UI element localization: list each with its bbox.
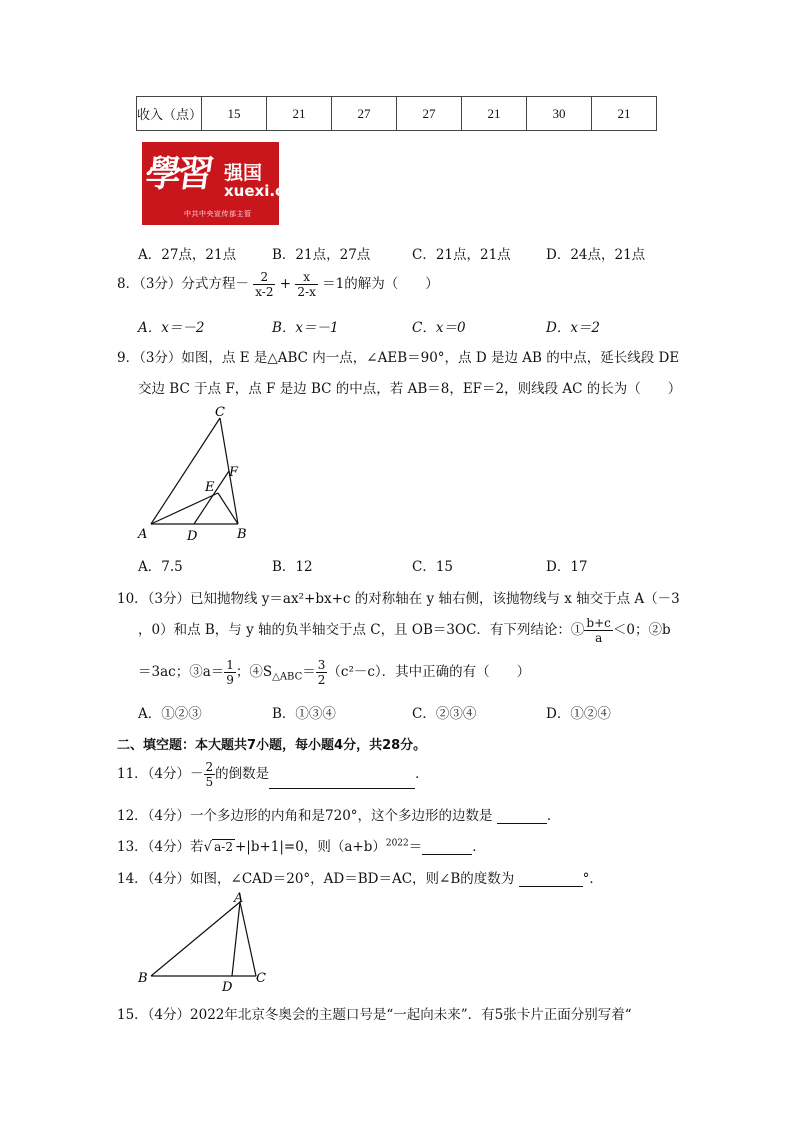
q12-line: 12．（4分）一个多边形的内角和是720°，这个多边形的边数是 ．: [117, 808, 561, 824]
q10-option-c: C．②③④: [412, 706, 477, 722]
xuexi-logo: [142, 142, 295, 225]
table-cell: 21: [592, 97, 657, 131]
section-2-heading: 二、填空题：本大题共7小题，每小题4分，共28分。: [117, 738, 427, 753]
q8-prefix: 8．（3分）分式方程－: [117, 276, 249, 292]
logo-glyphs: 學習: [142, 153, 213, 195]
q7-option-a: A．27点，21点: [138, 247, 237, 263]
q8-fraction-1: $\frac{2}{x-2}$: [255, 270, 274, 299]
q10-fraction-3: $\frac{3}{2}$: [317, 658, 326, 687]
q9-option-d: D．17: [546, 559, 588, 575]
label-b: B: [237, 527, 247, 542]
q7-option-d: D．24点，21点: [546, 247, 646, 263]
q7-option-c: C．21点，21点: [412, 247, 511, 263]
label-a: A: [234, 891, 244, 906]
q10-line-1: 10．（3分）已知抛物线 y＝ax²+bx+c 的对称轴在 y 轴右侧，该抛物线与 x 轴交于点 A（－3: [117, 591, 680, 607]
q12-answer-blank[interactable]: [497, 809, 547, 824]
table-header-cell: 收入（点）: [137, 97, 202, 131]
q10-option-a: A．①②③: [138, 706, 202, 722]
sqrt-symbol: √: [203, 839, 213, 855]
q9-option-b: B．12: [272, 559, 313, 575]
q10-line-2: ，0）和点 B，与 y 轴的负半轴交于点 C，且 OB＝3OC．有下列结论：① $\frac{b+c}{a}$ ＜0；②b: [138, 616, 671, 645]
label-c: C: [215, 405, 225, 420]
q9-option-c: C．15: [412, 559, 454, 575]
q14-answer-blank[interactable]: [519, 872, 583, 887]
table-cell: 15: [202, 97, 267, 131]
q15-line: 15．（4分）2022年北京冬奥会的主题口号是“一起向未来”．有5张卡片正面分别写着“: [117, 1007, 632, 1023]
q11-answer-blank[interactable]: [269, 774, 415, 789]
q9-option-a: A．7.5: [138, 559, 183, 575]
q9-line-2: 交边 BC 于点 F，点 F 是边 BC 的中点，若 AB＝8，EF＝2，则线段 AC 的长为（ ）: [138, 381, 682, 397]
q7-option-b: B．21点，27点: [272, 247, 371, 263]
table-cell: 30: [527, 97, 592, 131]
q11-fraction: $\frac{2}{5}$: [205, 760, 214, 789]
q10-line-3: ＝3ac；③a＝ $\frac{1}{9}$ ；$④S_{\triangle ABC}=$ $\frac{3}{2}$ （c²－c）．其中正确的有（ ）: [138, 658, 531, 687]
q8-option-d: D．x＝2: [546, 320, 601, 336]
label-a: A: [138, 527, 148, 542]
q8-option-c: C．x＝0: [412, 320, 466, 336]
label-d: D: [187, 529, 198, 544]
q10-option-d: D．①②④: [546, 706, 611, 722]
q14-line: 14．（4分）如图，∠CAD＝20°，AD＝BD＝AC，则∠B的度数为 °．: [117, 871, 603, 887]
q13-line: 13．（4分）若√ a-2 +|b+1|=0，则$(a+b)^{2022}=$ ．: [117, 838, 486, 855]
table-row: [137, 97, 657, 131]
q10-option-b: B．①③④: [272, 706, 336, 722]
logo-domain: xuexi.cn: [224, 182, 295, 200]
label-f: F: [229, 465, 239, 480]
label-e: E: [205, 480, 215, 495]
q8-plus: +: [279, 276, 292, 292]
q8-suffix: ＝1的解为（ ）: [322, 276, 439, 292]
table-cell: 21: [267, 97, 332, 131]
q8-option-a: A．x＝－2: [138, 320, 205, 336]
q9-triangle-diagram: [136, 402, 256, 547]
q13-radicand: a-2: [214, 840, 233, 854]
q10-fraction-2: $\frac{1}{9}$: [226, 658, 234, 687]
income-table: [136, 96, 657, 131]
q10-fraction-1: $\frac{b+c}{a}$: [586, 616, 611, 645]
table-cell: 21: [462, 97, 527, 131]
q9-line-1: 9．（3分）如图，点 E 是△ABC 内一点，∠AEB＝90°，点 D 是边 AB 的中点，延长线段 DE: [117, 350, 680, 366]
table-cell: 27: [332, 97, 397, 131]
logo-caption: 中共中央宣传部主管: [184, 210, 252, 218]
q8-line: [117, 270, 439, 299]
label-b: B: [138, 971, 148, 986]
q11-line: 11．（4分）－ $\frac{2}{5}$ 的倒数是 ．: [117, 760, 429, 789]
label-d: D: [222, 980, 233, 995]
label-c: C: [256, 971, 266, 986]
q8-fraction-2: $\frac{x}{2-x}$: [297, 270, 316, 299]
table-cell: 27: [397, 97, 462, 131]
q8-option-b: B．x＝－1: [272, 320, 339, 336]
q13-answer-blank[interactable]: [422, 840, 472, 855]
logo-name: 强国: [224, 162, 263, 184]
q14-triangle-diagram: [136, 890, 276, 994]
